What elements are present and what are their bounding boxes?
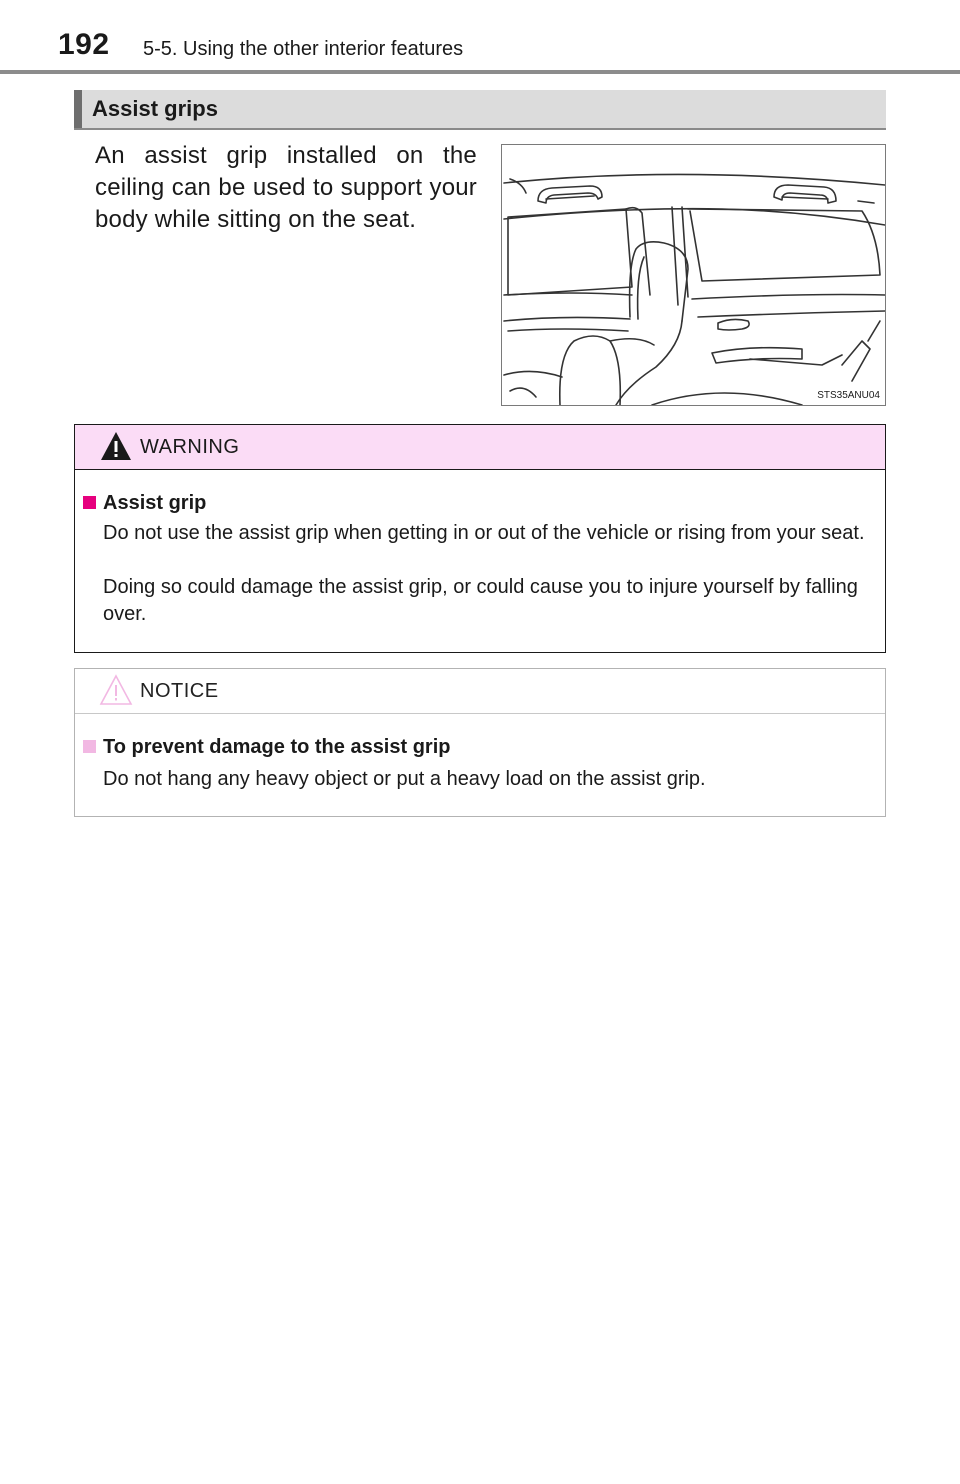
section-title: Assist grips bbox=[92, 96, 218, 121]
section-header bbox=[74, 90, 886, 130]
notice-header bbox=[75, 669, 885, 714]
warning-box bbox=[74, 424, 886, 653]
warning-label: WARNING bbox=[140, 436, 240, 458]
assist-grip-illustration bbox=[501, 144, 886, 406]
vehicle-interior-drawing bbox=[502, 145, 885, 405]
illustration-code: STS35ANU04 bbox=[817, 390, 880, 401]
notice-label: NOTICE bbox=[140, 680, 219, 702]
intro-paragraph: An assist grip installed on the ceiling can be used to support your body while sitting on the seat. bbox=[95, 142, 477, 233]
page-number: 192 bbox=[58, 28, 110, 61]
notice-item-title: To prevent damage to the assist grip bbox=[83, 736, 450, 759]
warning-item-title: Assist grip bbox=[83, 492, 206, 515]
notice-text-1: Do not hang any heavy object or put a heavy load on the assist grip. bbox=[103, 768, 706, 790]
warning-text-1: Do not use the assist grip when getting in or out of the vehicle or rising from your seat. bbox=[103, 522, 865, 544]
chapter-title: 5-5. Using the other interior features bbox=[143, 38, 464, 60]
bullet-square-icon bbox=[83, 740, 96, 753]
page-header bbox=[0, 0, 960, 76]
warning-header bbox=[75, 425, 885, 470]
notice-box bbox=[74, 668, 886, 817]
warning-text-2: Doing so could damage the assist grip, or could cause you to injure yourself by falling over. bbox=[103, 576, 858, 625]
header-rule bbox=[0, 70, 960, 74]
notice-triangle-icon bbox=[99, 673, 133, 707]
bullet-square-icon bbox=[83, 496, 96, 509]
warning-triangle-icon bbox=[99, 429, 133, 463]
